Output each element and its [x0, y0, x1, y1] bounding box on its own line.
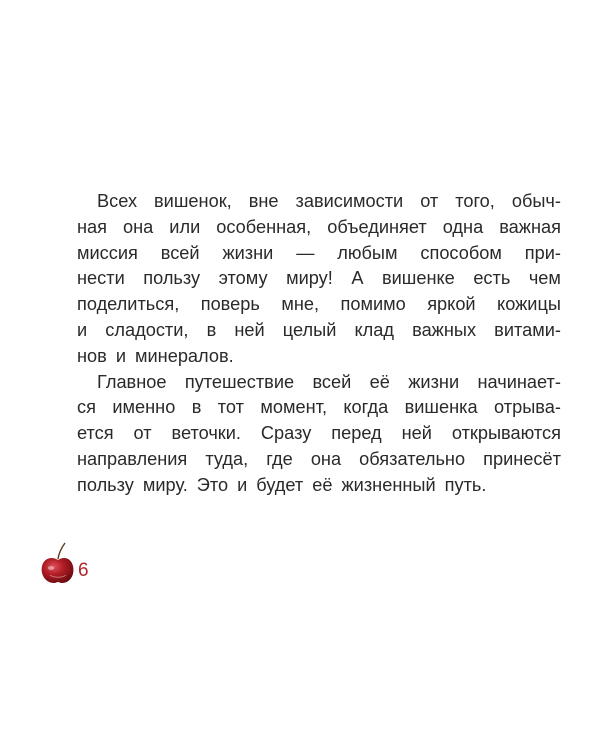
word: перед — [331, 423, 382, 444]
text-line — [77, 292, 561, 318]
word: путь. — [444, 474, 487, 495]
word: при- — [524, 242, 561, 263]
word: пользу — [143, 268, 201, 289]
text-line — [77, 473, 561, 499]
word: будет — [256, 474, 304, 495]
text-line — [77, 447, 561, 473]
text-line — [77, 266, 561, 292]
word: от — [420, 191, 439, 211]
word: важная — [499, 216, 561, 237]
word: ся — [77, 397, 96, 418]
word: открываются — [451, 423, 561, 444]
word: объединяет — [327, 216, 427, 237]
word: или — [169, 216, 201, 237]
word: Всех — [97, 191, 138, 211]
page-number: 6 — [78, 560, 89, 581]
word: Главное — [97, 371, 167, 392]
word: именно — [112, 397, 176, 418]
word: Это — [196, 474, 229, 495]
word: где — [266, 448, 293, 469]
word: нов — [77, 345, 107, 366]
word: когда — [343, 397, 389, 418]
word: направления — [77, 448, 188, 469]
word: ная — [77, 216, 108, 237]
word: нести — [77, 268, 125, 289]
cherry-icon — [38, 542, 78, 590]
word: ней — [401, 423, 432, 444]
word: минералов. — [135, 345, 234, 366]
word: от — [133, 423, 152, 444]
word: она — [123, 216, 154, 237]
word: и — [77, 319, 88, 340]
word: и — [237, 474, 248, 495]
word: обыч- — [511, 191, 561, 211]
word: особенная, — [216, 216, 312, 237]
word: помимо — [340, 294, 406, 315]
paragraph-2 — [77, 370, 561, 499]
text-line — [77, 318, 561, 344]
text-line — [77, 395, 561, 421]
word: отрыва- — [494, 397, 561, 418]
text-line — [77, 215, 561, 241]
word: миру! — [286, 268, 333, 289]
word: начинает- — [477, 371, 561, 392]
word: одна — [442, 216, 484, 237]
word: веточки. — [171, 423, 241, 444]
word: жизни — [222, 242, 274, 263]
word: всей — [312, 371, 352, 392]
word: зависимости — [295, 191, 404, 211]
text-line — [77, 370, 561, 396]
word: кожицы — [497, 294, 561, 315]
word: в — [206, 319, 217, 340]
word: яркой — [427, 294, 476, 315]
word: в — [191, 397, 202, 418]
word: Сразу — [260, 423, 312, 444]
word: её — [312, 474, 333, 495]
word: миссия — [77, 242, 138, 263]
paragraph-1 — [77, 189, 561, 370]
word: сладости, — [105, 319, 189, 340]
word: ней — [234, 319, 265, 340]
word: витами- — [494, 319, 561, 340]
word: того, — [455, 191, 495, 211]
word: способом — [420, 242, 502, 263]
text-line — [77, 344, 561, 370]
word: мне, — [281, 294, 320, 315]
word: вишенка — [404, 397, 478, 418]
word: путешествие — [184, 371, 295, 392]
word: её — [369, 371, 390, 392]
word: — — [296, 242, 315, 263]
word: обязательно — [359, 448, 466, 469]
word: ется — [77, 423, 114, 444]
word: поверь — [200, 294, 260, 315]
word: жизненный — [341, 474, 436, 495]
word: есть — [473, 268, 511, 289]
word: вишенок, — [154, 191, 232, 211]
text-line — [77, 241, 561, 267]
word: чем — [528, 268, 561, 289]
text-line — [77, 189, 561, 215]
word: туда, — [205, 448, 249, 469]
word: и — [115, 345, 126, 366]
word: момент, — [260, 397, 327, 418]
word: тот — [217, 397, 244, 418]
word: важных — [412, 319, 477, 340]
word: клад — [354, 319, 394, 340]
text-line — [77, 421, 561, 447]
word: А — [351, 268, 364, 289]
word: этому — [218, 268, 268, 289]
word: пользу — [77, 474, 134, 495]
word: она — [310, 448, 342, 469]
word: миру. — [142, 474, 188, 495]
word: целый — [282, 319, 337, 340]
word: жизни — [408, 371, 460, 392]
word: вишенке — [381, 268, 455, 289]
word: поделиться, — [77, 294, 180, 315]
body-text — [77, 189, 561, 499]
word: принесёт — [483, 448, 561, 469]
word: вне — [248, 191, 279, 211]
page-number-area — [38, 542, 108, 592]
word: любым — [337, 242, 398, 263]
word: всей — [160, 242, 200, 263]
